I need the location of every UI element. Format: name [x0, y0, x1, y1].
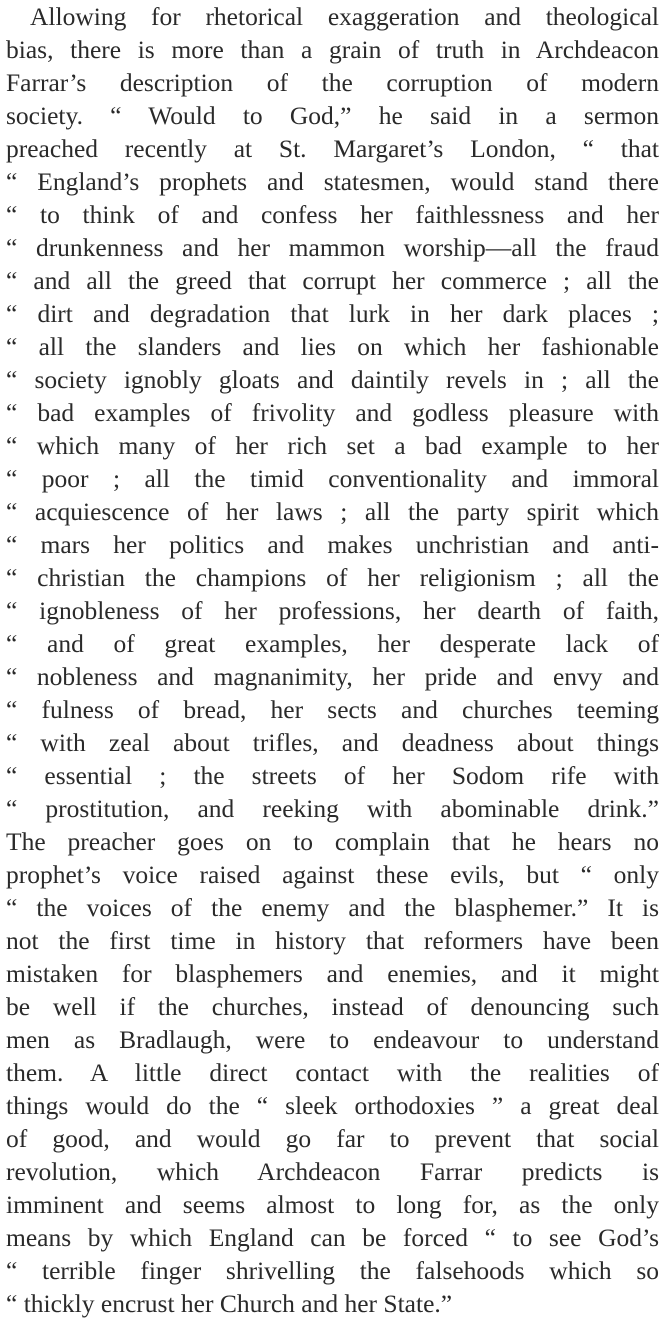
text-line: “ nobleness and magnanimity, her pride and envy and [6, 662, 659, 691]
text-line: them. A little direct contact with the realities of [6, 1058, 659, 1087]
text-line: men as Bradlaugh, were to endeavour to understand [6, 1025, 659, 1054]
text-line: imminent and seems almost to long for, as the only [6, 1190, 659, 1219]
text-line: “ which many of her rich set a bad example to her [6, 431, 659, 460]
text-line: means by which England can be forced “ to see God’s [6, 1223, 659, 1252]
text-line: “ society ignobly gloats and daintily revels in ; all the [6, 365, 659, 394]
text-line: Farrar’s description of the corruption of modern [6, 68, 659, 97]
text-line: things would do the “ sleek orthodoxies ” a great deal [6, 1091, 659, 1120]
text-line: “ bad examples of frivolity and godless pleasure with [6, 398, 659, 427]
text-line: prophet’s voice raised against these evils, but “ only [6, 860, 659, 889]
text-line: revolution, which Archdeacon Farrar predicts is [6, 1157, 659, 1186]
text-line: “ England’s prophets and statesmen, would stand there [6, 167, 659, 196]
text-line: society. “ Would to God,” he said in a sermon [6, 101, 659, 130]
text-line: “ with zeal about trifles, and deadness about things [6, 728, 659, 757]
text-line: bias, there is more than a grain of truth in Archdeacon [6, 35, 659, 64]
text-line: “ acquiescence of her laws ; all the party spirit which [6, 497, 659, 526]
text-line: “ dirt and degradation that lurk in her dark places ; [6, 299, 659, 328]
text-line: “ and of great examples, her desperate lack of [6, 629, 659, 658]
text-line: “ prostitution, and reeking with abominable drink.” [6, 794, 659, 823]
text-line: “ to think of and confess her faithlessness and her [6, 200, 659, 229]
text-line: “ thickly encrust her Church and her State.” [6, 1289, 453, 1318]
text-line: of good, and would go far to prevent that social [6, 1124, 659, 1153]
text-line: “ fulness of bread, her sects and churches teeming [6, 695, 659, 724]
text-line: “ ignobleness of her professions, her dearth of faith, [6, 596, 659, 625]
text-line: preached recently at St. Margaret’s London, “ that [6, 134, 659, 163]
text-line: “ drunkenness and her mammon worship—all the fraud [6, 233, 659, 262]
text-line: “ the voices of the enemy and the blasphemer.” It is [6, 893, 659, 922]
text-line: “ terrible finger shrivelling the falsehoods which so [6, 1256, 659, 1285]
text-line: “ all the slanders and lies on which her fashionable [6, 332, 659, 361]
text-line: Allowing for rhetorical exaggeration and theological [30, 2, 659, 31]
text-line: not the first time in history that reformers have been [6, 926, 659, 955]
text-line: “ poor ; all the timid conventionality and immoral [6, 464, 659, 493]
text-line: The preacher goes on to complain that he hears no [6, 827, 659, 856]
text-line: “ mars her politics and makes unchristian and anti- [6, 530, 659, 559]
text-line: “ and all the greed that corrupt her commerce ; all the [6, 266, 659, 295]
text-line: “ essential ; the streets of her Sodom rife with [6, 761, 659, 790]
text-line: be well if the churches, instead of denouncing such [6, 992, 659, 1021]
text-line: mistaken for blasphemers and enemies, and it might [6, 959, 659, 988]
text-line: “ christian the champions of her religionism ; all the [6, 563, 659, 592]
